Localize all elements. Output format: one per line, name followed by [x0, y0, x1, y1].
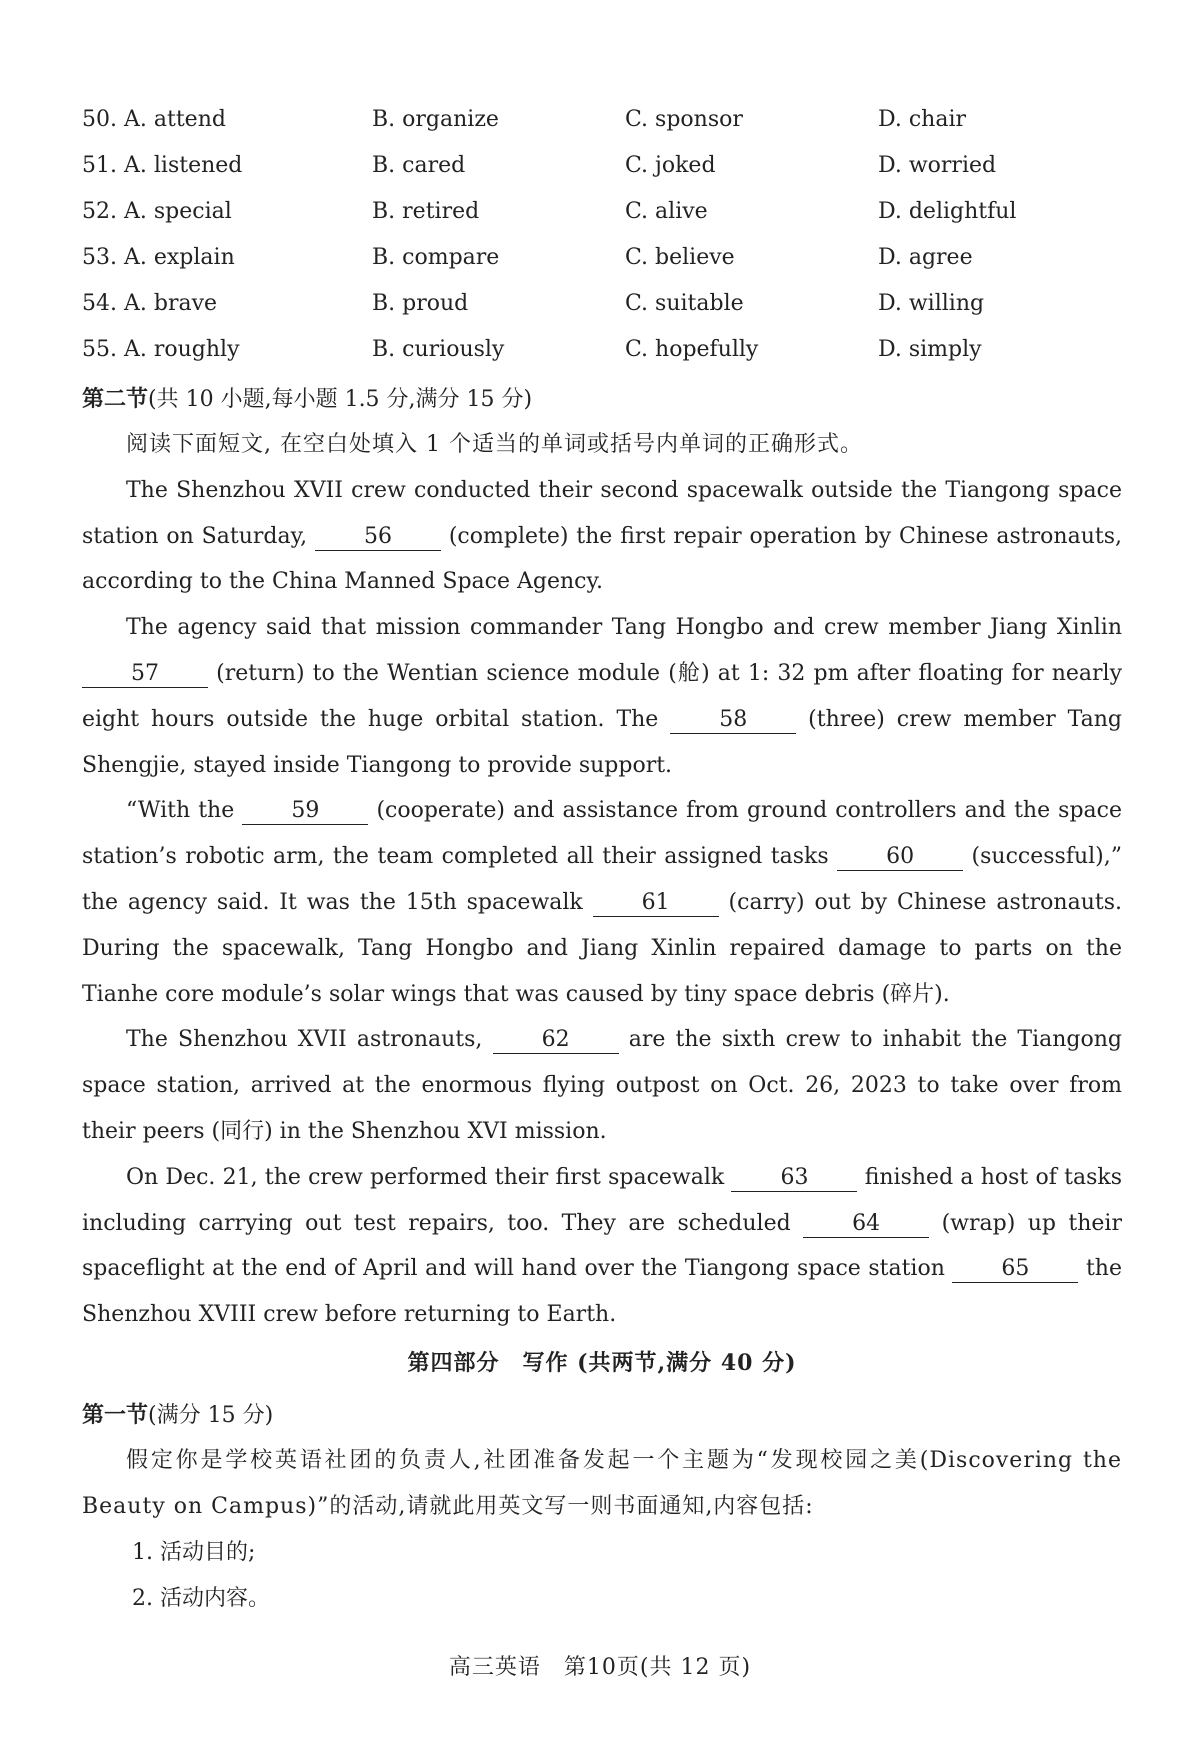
passage-text: “With the — [126, 798, 235, 824]
question-number: 55. — [82, 336, 117, 362]
option-c: C. suitable — [625, 290, 744, 316]
option-c: C. alive — [625, 198, 708, 224]
options-table — [82, 96, 1122, 372]
answer-blank: 61 — [593, 890, 719, 917]
passage-paragraph — [82, 1155, 1122, 1338]
part-title: 第四部分 写作 (共两节,满分 40 分) — [407, 1349, 797, 1376]
passage-text: The agency said that mission commander Tang Hongbo and crew member Jiang Xinlin — [126, 615, 1122, 641]
option-a: A. attend — [124, 106, 226, 132]
option-row — [82, 96, 1122, 142]
option-b: B. curiously — [372, 336, 505, 362]
page-footer: 高三英语 第10页(共 12 页) — [448, 1655, 752, 1680]
question-number: 52. — [82, 198, 117, 224]
question-number: 53. — [82, 244, 117, 270]
option-d: D. delightful — [878, 198, 1017, 224]
prompt-item: 2. 活动内容。 — [132, 1585, 270, 1611]
prompt-item: 1. 活动目的; — [132, 1539, 256, 1565]
answer-blank: 58 — [670, 707, 796, 734]
passage-paragraph — [82, 1017, 1122, 1154]
passage-text: (cooperate) and assistance from ground controllers and the space station’s robotic arm, the team completed all their assigned tasks — [82, 798, 1123, 870]
option-b: B. organize — [372, 106, 499, 132]
option-row — [82, 142, 1122, 188]
option-row — [82, 326, 1122, 372]
option-a: A. explain — [124, 244, 235, 270]
option-c: C. believe — [625, 244, 735, 270]
section-note: (共 10 小题,每小题 1.5 分,满分 15 分) — [148, 387, 533, 412]
option-a: A. special — [124, 198, 232, 224]
passage-text: (wrap) up their spaceflight at the end of April and will hand over the Tiangong space station — [82, 1210, 1122, 1282]
passage-text: are the sixth crew to inhabit the Tiangong space station, arrived at the enormous flying outpost on Oct. 26, 2023 to take over from their peers (同行) in the Shenzhou XVI mission. — [82, 1027, 1122, 1144]
option-b: B. compare — [372, 244, 500, 270]
passage-paragraph — [82, 788, 1122, 1017]
passage-text: the Shenzhou XVIII crew before returning to Earth. — [82, 1256, 1122, 1328]
option-c: C. joked — [625, 152, 716, 178]
question-number: 50. — [82, 106, 117, 132]
option-a: A. roughly — [124, 336, 240, 362]
passage-text: (return) to the Wentian science module (舱) at 1: 32 pm after floating for nearly eight hours outside the huge orbital station. The — [82, 660, 1122, 732]
passage-text: (carry) out by Chinese astronauts. During the spacewalk, Tang Hongbo and Jiang Xinlin repaired damage to parts on the Tianhe core module’s solar wings that was caused by tiny space debris (碎片). — [82, 889, 1123, 1007]
option-row — [82, 280, 1122, 326]
option-a: A. brave — [124, 290, 218, 316]
passage-text: finished a host of tasks including carrying out test repairs, too. They are scheduled — [82, 1164, 1122, 1236]
answer-blank: 64 — [803, 1211, 929, 1238]
answer-blank: 62 — [493, 1027, 619, 1054]
passage-text: On Dec. 21, the crew performed their first spacewalk — [126, 1164, 725, 1190]
option-c: C. sponsor — [625, 106, 743, 132]
option-d: D. chair — [878, 106, 966, 132]
passage-text: The Shenzhou XVII astronauts, — [126, 1027, 483, 1053]
option-b: B. retired — [372, 198, 480, 224]
answer-blank: 63 — [731, 1165, 857, 1192]
option-d: D. agree — [878, 244, 973, 270]
option-d: D. willing — [878, 290, 985, 316]
exam-page — [82, 96, 1122, 1622]
option-row — [82, 188, 1122, 234]
answer-blank: 56 — [315, 524, 441, 551]
option-d: D. worried — [878, 152, 997, 178]
question-number: 51. — [82, 152, 117, 178]
answer-blank: 65 — [952, 1256, 1078, 1283]
passage-text: (successful),” the agency said. It was the 15th spacewalk — [82, 844, 1123, 915]
option-c: C. hopefully — [625, 336, 759, 362]
writing-prompt: 假定你是学校英语社团的负责人,社团准备发起一个主题为“发现校园之美(Discovering the Beauty on Campus)”的活动,请就此用英文写一则书面通知,内容包括: — [82, 1447, 1122, 1519]
passage-text: (three) crew member Tang Shengjie, stayed inside Tiangong to provide support. — [82, 706, 1122, 778]
answer-blank: 59 — [242, 798, 368, 825]
section-heading — [82, 1392, 1122, 1438]
question-number: 54. — [82, 290, 117, 316]
section-heading — [82, 376, 1122, 422]
option-a: A. listened — [124, 152, 243, 178]
section-note: (满分 15 分) — [148, 1402, 274, 1428]
answer-blank: 57 — [82, 661, 208, 688]
option-row — [82, 234, 1122, 280]
passage-paragraph — [82, 468, 1122, 605]
option-b: B. proud — [372, 290, 469, 316]
instruction-text: 阅读下面短文, 在空白处填入 1 个适当的单词或括号内单词的正确形式。 — [126, 432, 863, 457]
section-title: 第一节 — [82, 1401, 149, 1428]
passage-text: (complete) the first repair operation by Chinese astronauts, according to the China Manned Space Agency. — [82, 523, 1123, 595]
option-d: D. simply — [878, 336, 982, 362]
passage-text: The Shenzhou XVII crew conducted their second spacewalk outside the Tiangong space station on Saturday, — [82, 477, 1122, 549]
answer-blank: 60 — [837, 844, 963, 871]
section-title: 第二节 — [82, 386, 149, 412]
passage-paragraph — [82, 605, 1122, 788]
option-b: B. cared — [372, 152, 466, 178]
